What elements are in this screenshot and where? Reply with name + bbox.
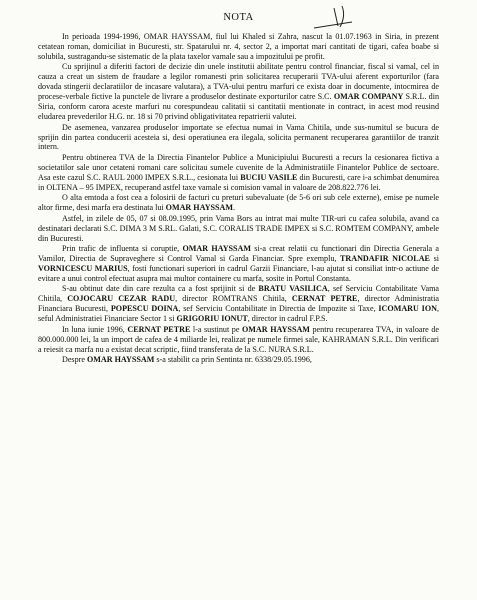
bold-name: POPESCU DOINA xyxy=(110,304,179,314)
bold-name: ICOMARU ION xyxy=(378,304,437,314)
text-run: De asemenea, vanzarea produselor importate se efectua numai in Vama Chitila, unde sus-numitul se bucura de sprijin din partea conducerii acesteia si, desi operatiunea era ilegala, solicita permanent recuperarea garantiilor de tranzit intern. xyxy=(38,122,439,152)
text-run: O alta emtoda a fost cea a folosirii de facturi cu preturi subevaluate (de 5-6 ori sub cele externe), emise pe numele altor firme, desi marfa era destinata lui xyxy=(38,193,439,213)
text-run: pentru recuperarea TVA, in valoare de 800.000.000 lei, la un import de cafea de 4 miliarde lei, realizat pe numele firmei sale, KAHRAMAN S.R.L. Din verificari a reiesit ca marfa nu a existat decat scriptic, fiind transferata de la S.C. NURA S.R.L. xyxy=(38,324,439,354)
bold-name: TRANDAFIR NICOLAE xyxy=(340,253,430,263)
paragraph xyxy=(38,284,439,324)
text-run: In perioada 1994-1996, OMAR HAYSSAM, fiul lui Khaled si Zahra, nascut la 01.07.1963 in Siria, in prezent cetatean roman, domiciliat in Bucuresti, str. Spatarului nr. 4, sector 2, a importat mari cantitati de tigari, cafea boabe si solubila, sustragandu-se sistematic de la plata taxelor vamale sau a impozitului pe profit. xyxy=(38,32,439,61)
text-run: S.R.L. din Siria, conform carora aceste marfuri nu corespundeau calitatii si cantitatii mentionate in contract, in acest mod reusind eludarea prevederilor H.G. nr. 18 si 70 privind obligativitatea repatrierii valutei. xyxy=(38,92,439,122)
bold-name: OMAR HAYSSAM xyxy=(242,324,310,334)
document-body xyxy=(38,32,439,365)
bold-name: OMAR HAYSSAM xyxy=(182,244,252,254)
bold-name: VORNICESCU MARIUS xyxy=(38,263,128,273)
paragraph xyxy=(38,355,439,365)
text-run: Astfel, in zilele de 05, 07 si 08.09.1995, prin Vama Bors au intrat mai multe TIR-uri cu cafea solubila, avand ca destinatari declarati S.C. DIMA 3 M S.RL. Galati, S.C. CORALIS TRADE IMPEX si S.C. ROMTEM COMPANY, ambele din Bucuresti. xyxy=(38,213,439,243)
paragraph xyxy=(38,32,439,62)
text-run: s-a stabilit ca prin Sentinta nr. 6338/29.05.1996, xyxy=(154,355,312,364)
text-run: Prin trafic de influenta si coruptie, xyxy=(62,244,183,254)
text-run: . xyxy=(233,203,236,213)
paragraph xyxy=(38,193,439,213)
bold-name: OMAR HAYSSAM xyxy=(86,355,155,364)
bold-name: OMAR HAYSSAM xyxy=(165,203,234,213)
text-run: , sef Serviciu Contabilitate in Directia de Impozite si Taxe, xyxy=(178,304,379,314)
text-run: l-a sustinut pe xyxy=(190,324,242,334)
text-run: , director in cadrul F.P.S. xyxy=(247,314,328,324)
bold-name: COJOCARU CEZAR RADU xyxy=(67,294,176,304)
paragraph xyxy=(38,325,439,355)
bold-name: BUCIU VASILE xyxy=(240,172,298,182)
bold-name: GRIGORIU IONUT xyxy=(176,314,248,324)
text-run: , director Administratia Financiara Bucuresti, xyxy=(38,294,439,314)
paragraph xyxy=(38,153,439,193)
text-run: si-a creat relatii cu functionari din Directia Generala a Vamilor, Directia de Supraveghere si Control Vamal si Garda Financiar. Spre exemplu, xyxy=(38,244,439,263)
text-run: In luna iunie 1996, xyxy=(62,324,128,334)
paragraph xyxy=(38,62,439,122)
paragraph xyxy=(38,123,439,153)
bold-name: CERNAT PETRE xyxy=(291,294,358,304)
text-run: , seful Administratiei Financiare Sector 1 si xyxy=(38,304,440,324)
text-run: , director ROMTRANS Chitila, xyxy=(175,294,292,304)
handwritten-mark xyxy=(312,2,382,30)
paragraph xyxy=(38,244,439,284)
bold-name: OMAR COMPANY xyxy=(333,92,404,102)
text-run: din Bucuresti, care i-a schimbat denumirea in OLTENA – 95 IMPEX, recuperand astfel taxe vamale si comision vamal in valoare de 208.822.776 lei. xyxy=(38,172,439,192)
text-run: , sef Serviciu Contabilitate Vama Chitila, xyxy=(38,284,439,304)
document-title: NOTA xyxy=(223,12,254,23)
text-run: Cu sprijinul a diferiti factori de decizie din unele institutii abilitate pentru control financiar, fiscal si vamal, cel in cauza a creat un sistem de fraudare a legilor romanesti prin solicitarea recuperarii TVA-ului aferent exporturilor (fara dovada stingerii declaratiilor de incasare valutara), a TVA-ului pentru marfuri ce exista doar in documente, intocmirea de procese-verbale fictive la punctele de livrare a produselor destinate exporturilor catre S.C. xyxy=(38,62,439,102)
text-run: Pentru obtinerea TVA de la Directia Finantelor Publice a Municipiului Bucuresti a recurs la cesionarea fictiva a societatilor sale unor cetateni romani care solicitau sumele cuvenite de la Administratiile Finantelor Publice de sectoare. Asa este cazul S.C. RAUL 2000 IMPEX S.R.L., cesionata lui xyxy=(38,152,439,182)
text-run: si xyxy=(429,253,439,263)
bold-name: CERNAT PETRE xyxy=(127,324,191,334)
text-run: Despre xyxy=(62,355,87,364)
paragraph xyxy=(38,214,439,244)
text-run: , fosti functionari superiori in cadrul Garzii Financiare, l-au ajutat si consiliat intr-o actiune de evitare a unui control efectuat asupra mai multor containere cu marfa, sosite in Portul Constanta. xyxy=(38,263,439,283)
bold-name: BRATU VASILICA xyxy=(258,284,328,294)
text-run: S-au obtinut date din care rezulta ca a fost sprijinit si de xyxy=(62,284,259,294)
